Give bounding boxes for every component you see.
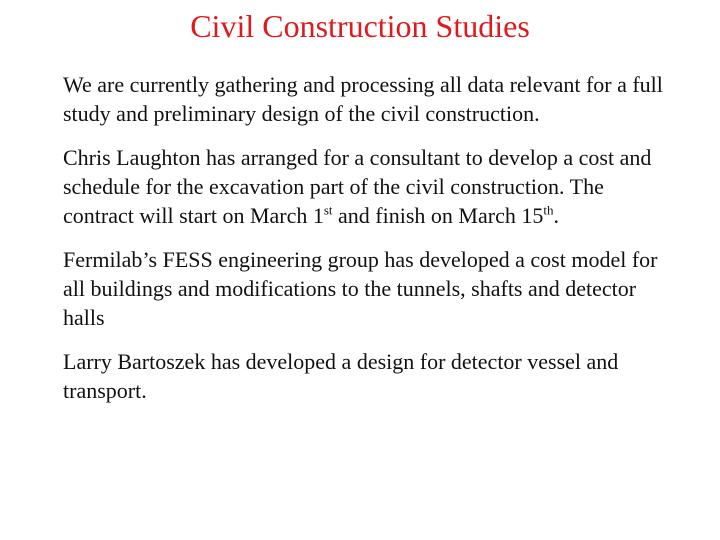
slide-title: Civil Construction Studies: [190, 8, 530, 44]
paragraph-excavation-text-start: Chris Laughton has arranged for a consultant to develop a cost and schedule for the excavation part of the civil construction. The contract will start on March 1: [63, 145, 652, 228]
paragraph-excavation-text-end: .: [553, 203, 559, 228]
slide-body: [63, 70, 663, 420]
paragraph-detector-vessel: Larry Bartoszek has developed a design for detector vessel and transport.: [63, 349, 619, 403]
paragraph-excavation-text-middle: and finish on March 15: [332, 203, 544, 228]
paragraph-fess-cost-model: Fermilab’s FESS engineering group has developed a cost model for all buildings and modifications to the tunnels, shafts and detector halls: [63, 247, 658, 330]
ordinal-suffix-th: th: [543, 202, 554, 218]
paragraph-data-gathering: We are currently gathering and processing all data relevant for a full study and preliminary design of the civil construction.: [63, 72, 663, 126]
ordinal-suffix-st: st: [323, 202, 333, 218]
paragraph-excavation-contract: [63, 143, 663, 230]
